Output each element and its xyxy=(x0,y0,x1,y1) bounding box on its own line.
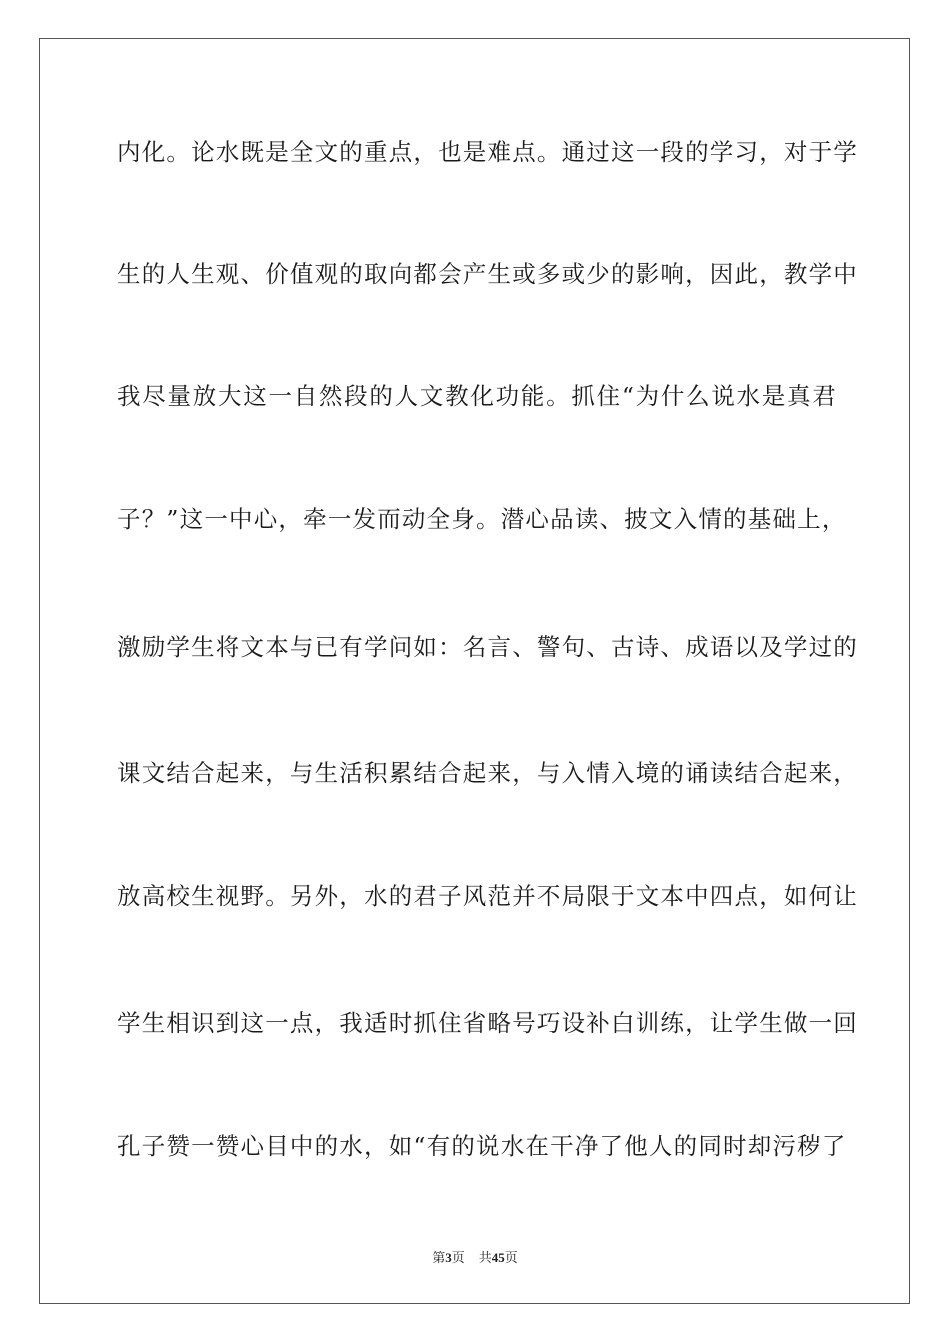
page-footer xyxy=(0,1247,950,1266)
text-line-6: 课文结合起来，与生活积累结合起来，与入情入境的诵读结合起来， xyxy=(117,759,858,787)
text-line-9: 孔子赞一赞心目中的水，如“有的说水在干净了他人的同时却污秽了 xyxy=(117,1132,847,1160)
text-line-8: 学生相识到这一点，我适时抓住省略号巧设补白训练，让学生做一回 xyxy=(117,1009,858,1037)
total-suffix: 页 xyxy=(504,1251,518,1266)
text-line-1: 内化。论水既是全文的重点，也是难点。通过这一段的学习，对于学 xyxy=(117,138,858,166)
total-prefix: 共 xyxy=(478,1251,492,1266)
page-border xyxy=(39,38,910,1304)
text-line-5: 激励学生将文本与已有学问如：名言、警句、古诗、成语以及学过的 xyxy=(117,633,858,661)
text-line-4: 子？”这一中心，牵一发而动全身。潜心品读、披文入情的基础上， xyxy=(117,505,847,533)
total-pages: 45 xyxy=(491,1250,505,1265)
page-suffix: 页 xyxy=(451,1251,465,1266)
page-prefix: 第 xyxy=(432,1251,446,1266)
text-line-2: 生的人生观、价值观的取向都会产生或多或少的影响，因此，教学中 xyxy=(117,260,858,288)
text-line-7: 放高校生视野。另外，水的君子风范并不局限于文本中四点，如何让 xyxy=(117,882,858,910)
text-line-3: 我尽量放大这一自然段的人文教化功能。抓住“为什么说水是真君 xyxy=(117,382,837,410)
page-number: 3 xyxy=(445,1250,452,1265)
